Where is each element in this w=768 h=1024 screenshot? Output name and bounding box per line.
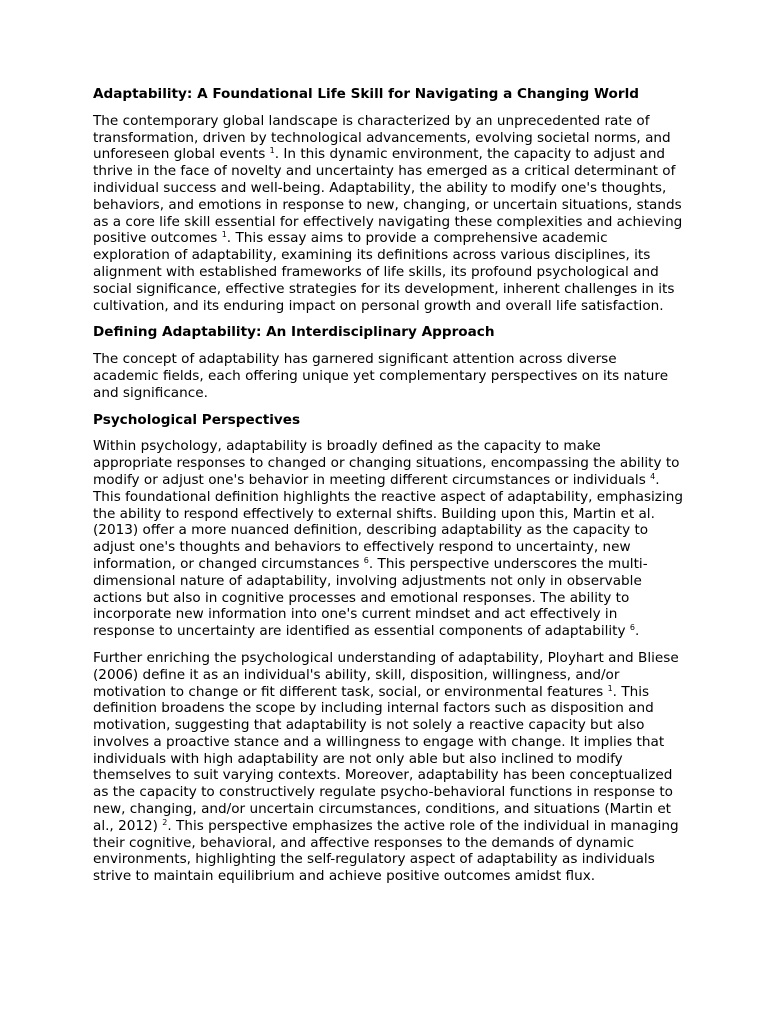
- psychology-paragraph-1: [93, 438, 683, 640]
- document-page: [93, 86, 683, 895]
- para3-text-1: Further enriching the psychological understanding of adaptability, Ployhart and Bliese (2006) define it as an individual's ability, skill, disposition, willingness, and/or motivation to change or fit different task, social, or environmental features: [93, 649, 679, 700]
- citation-superscript: 1: [269, 146, 275, 156]
- intro-paragraph: [93, 113, 683, 315]
- citation-superscript: 1: [607, 683, 613, 693]
- document-title: Adaptability: A Foundational Life Skill for Navigating a Changing World: [93, 86, 639, 102]
- para2-text-1: Within psychology, adaptability is broadly defined as the capacity to make appropriate responses to changed or changing situations, encompassing the ability to modify or adjust one's behavior in meeting different circumstances or individuals: [93, 438, 680, 488]
- para3-text-3: . This perspective emphasizes the active role of the individual in managing their cognitive, behavioral, and affective responses to the demands of dynamic environments, highlighting the self-regulatory aspect of adaptability as individuals strive to maintain equilibrium and achieve positive outcomes amidst flux.: [93, 817, 679, 885]
- para2-text-2: . This foundational definition highlights the reactive aspect of adaptability, emphasizing the ability to respond effectively to external shifts. Building upon this, Martin et al. (2013) offer a more nuanced definition, describing adaptability as the capacity to adjust one's thoughts and behaviors to effectively respond to uncertainty, new information, or changed circumstances: [93, 471, 683, 572]
- section-heading-defining: Defining Adaptability: An Interdisciplinary Approach: [93, 324, 495, 341]
- para2-text-3: . This perspective underscores the multi-dimensional nature of adaptability, involving adjustments not only in observable actions but also in cognitive processes and emotional responses. The ability to incorporate new information into one's current mindset and act effectively in response to uncertainty are identified as essential components of adaptability: [93, 555, 648, 640]
- citation-superscript: 6: [363, 555, 369, 565]
- para2-text-4: .: [634, 623, 640, 640]
- citation-superscript: 6: [629, 623, 635, 633]
- section-heading-psychological: Psychological Perspectives: [93, 411, 301, 428]
- section-paragraph-defining: The concept of adaptability has garnered significant attention across diverse academic fields, each offering unique yet complementary perspectives on its nature and significance.: [93, 351, 669, 401]
- para3-text-2: . This definition broadens the scope by including internal factors such as disposition and motivation, suggesting that adaptability is not solely a reactive capacity but also involves a proactive stance and a willingness to engage with change. It implies that individuals with high adaptability are not only able but also inclined to modify themselves to suit varying contexts. Moreover, adaptability has been conceptualized as the capacity to constructively regulate psycho-behavioral functions in response to new, changing, and/or uncertain circumstances, conditions, and situations (Martin et al., 2012): [93, 683, 673, 834]
- psychology-paragraph-2: [93, 650, 683, 885]
- citation-superscript: 1: [221, 230, 227, 240]
- citation-superscript: 2: [162, 817, 168, 827]
- intro-text-2: . In this dynamic environment, the capacity to adjust and thrive in the face of novelty and uncertainty has emerged as a critical determinant of individual success and well-being. Adaptability, the ability to modify one's thoughts, behaviors, and emotions in response to new, changing, or uncertain situations, stands as a core life skill essential for effectively navigating these complexities and achieving positive outcomes: [93, 146, 683, 247]
- intro-text-3: . This essay aims to provide a comprehensive academic exploration of adaptability, examining its definitions across various disciplines, its alignment with established frameworks of life skills, its profound psychological and social significance, effective strategies for its development, inherent challenges in its cultivation, and its enduring impact on personal growth and overall life satisfaction.: [93, 230, 675, 314]
- intro-text-1: The contemporary global landscape is characterized by an unprecedented rate of transformation, driven by technological advancements, evolving societal norms, and unforeseen global events: [93, 112, 671, 163]
- citation-superscript: 4: [650, 471, 656, 481]
